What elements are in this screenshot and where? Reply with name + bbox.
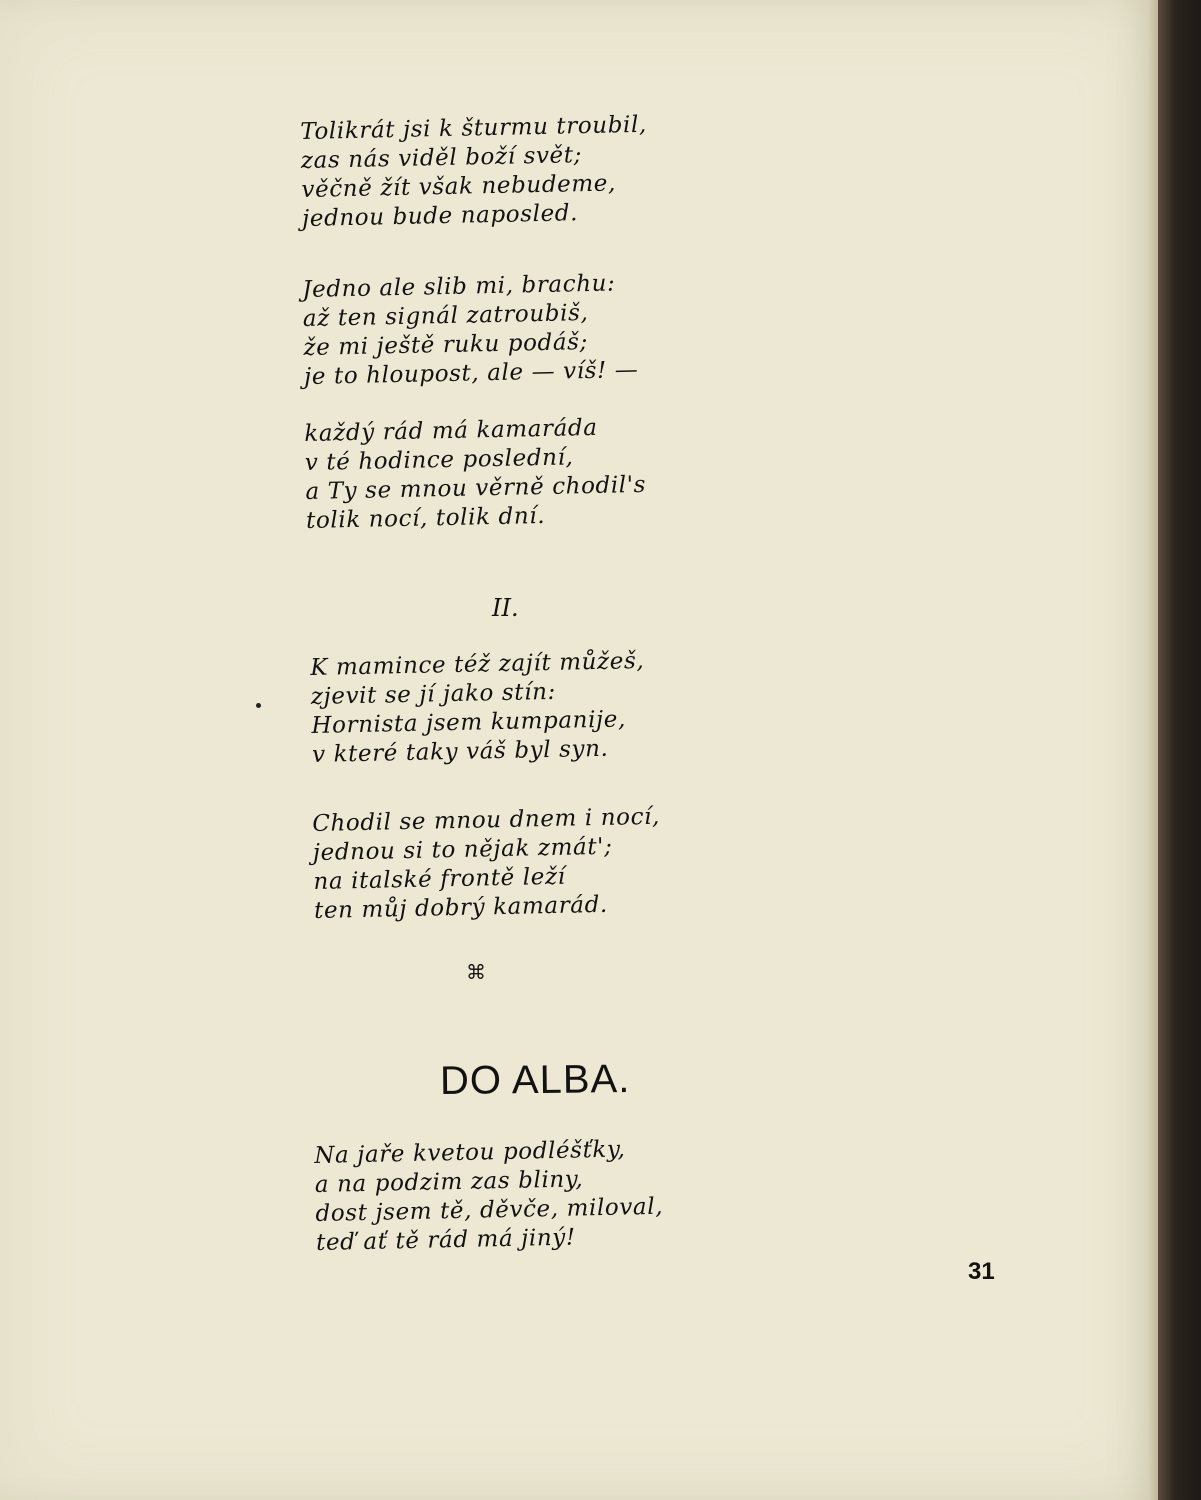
poem-part-one <box>300 111 649 234</box>
stanza-5 <box>312 803 662 926</box>
book-cover-edge <box>1158 0 1201 1500</box>
verse-line: každý rád má kamaráda <box>304 414 598 447</box>
verse-line: K mamince též zajít můžeš, <box>310 648 645 681</box>
poem-part-two <box>310 647 646 770</box>
next-poem-text <box>314 1135 664 1258</box>
verse-line: jednou si to nějak zmát'; <box>312 833 613 866</box>
poem-part-one-c <box>304 413 647 536</box>
poem-part-two-b <box>312 803 662 926</box>
verse-line: a na podzim zas bliny, <box>314 1166 584 1198</box>
verse-line: na italské frontě leží <box>313 863 566 895</box>
stanza-1 <box>300 111 649 234</box>
stanza-6 <box>314 1135 664 1258</box>
page-number: 31 <box>968 1258 995 1285</box>
ornament-icon: ⌘ <box>466 960 486 984</box>
section-number: II. <box>492 594 519 622</box>
stanza-4 <box>310 647 646 770</box>
verse-line: jednou bude naposled. <box>301 200 579 232</box>
verse-line: Hornista jsem kumpanije, <box>311 706 627 739</box>
verse-line: v které taky váš byl syn. <box>311 735 609 768</box>
verse-line: věčně žít však nebudeme, <box>301 170 617 203</box>
verse-line: zjevit se jí jako stín: <box>310 678 557 710</box>
verse-line: a Ty se mnou věrně chodil's <box>305 471 647 505</box>
ink-speck <box>256 703 261 708</box>
verse-line: zas nás viděl boží svět; <box>300 142 583 174</box>
verse-line: dost jsem tě, děvče, miloval, <box>315 1193 664 1227</box>
poem-title: DO ALBA. <box>439 1057 631 1103</box>
stanza-3 <box>304 413 647 536</box>
verse-line: teď ať tě rád má jiný! <box>315 1224 576 1256</box>
verse-line: až ten signál zatroubiš, <box>302 300 589 332</box>
verse-line: ten můj dobrý kamarád. <box>313 891 609 924</box>
verse-line: je to hloupost, ale — víš! — <box>303 356 639 390</box>
verse-line: Chodil se mnou dnem i nocí, <box>312 803 661 837</box>
verse-line: tolik nocí, tolik dní. <box>305 502 546 534</box>
verse-line: Tolikrát jsi k šturmu troubil, <box>300 111 648 145</box>
verse-line: Na jaře kvetou podléšťky, <box>314 1136 626 1169</box>
verse-line: že mi ještě ruku podáš; <box>303 329 589 361</box>
verse-line: Jedno ale slib mi, brachu: <box>302 270 616 303</box>
stanza-2 <box>302 269 639 392</box>
verse-line: v té hodince poslední, <box>304 444 574 476</box>
poem-part-one-b <box>302 269 639 392</box>
